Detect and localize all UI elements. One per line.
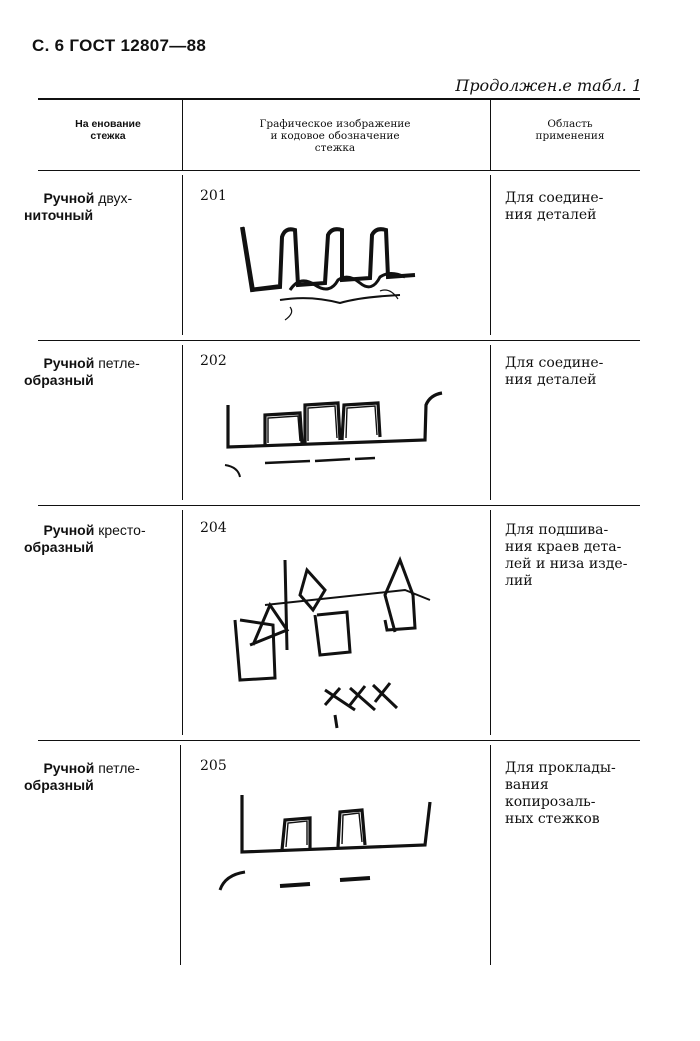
column-rule — [182, 345, 183, 500]
row-divider — [38, 740, 640, 741]
stitch-name-rest: петле- — [94, 355, 140, 371]
row-divider — [38, 505, 640, 506]
stitch-code: 201 — [200, 188, 227, 204]
column-rule — [182, 175, 183, 335]
stitch-name — [24, 355, 174, 389]
column-rule — [490, 345, 491, 500]
application-area: Для проклады- вания копирозаль- ных стежков — [505, 760, 616, 827]
stitch-name-rest: двух- — [94, 190, 133, 206]
stitch-name-bold: Ручной — [43, 190, 95, 206]
stitch-name-line2: образный — [24, 777, 94, 793]
stitch-204-diagram — [225, 550, 445, 730]
column-rule — [180, 745, 181, 965]
column-rule — [490, 510, 491, 735]
column-rule — [490, 175, 491, 335]
stitch-code: 202 — [200, 353, 227, 369]
stitch-name-bold: Ручной — [43, 760, 95, 776]
stitch-name-line2: ниточный — [24, 207, 94, 223]
header-application-area: Область применения — [535, 118, 605, 142]
stitch-name-bold: Ручной — [43, 355, 95, 371]
stitch-name-line2: образный — [24, 539, 94, 555]
application-area: Для соедине- ния деталей — [505, 190, 604, 223]
stitch-name-rest: кресто- — [94, 522, 146, 538]
application-area: Для соедине- ния деталей — [505, 355, 604, 388]
page-header: С. 6 ГОСТ 12807—88 — [32, 36, 207, 55]
stitch-name — [24, 760, 174, 794]
column-rule — [490, 745, 491, 965]
application-area: Для подшива- ния краев дета- лей и низа изде- лий — [505, 522, 628, 589]
stitch-201-diagram — [230, 215, 430, 330]
stitch-name — [24, 522, 174, 556]
column-rule — [490, 98, 491, 170]
header-bottom-rule — [38, 170, 640, 171]
column-rule — [182, 510, 183, 735]
header-stitch-name: На енование стежка — [75, 118, 141, 142]
stitch-name-line2: образный — [24, 372, 94, 388]
stitch-202-diagram — [220, 385, 460, 485]
stitch-205-diagram — [210, 790, 440, 910]
stitch-code: 205 — [200, 758, 227, 774]
column-rule — [182, 98, 183, 170]
stitch-code: 204 — [200, 520, 227, 536]
row-divider — [38, 340, 640, 341]
table-top-rule — [38, 98, 640, 100]
header-stitch-graphic: Графическое изображение и кодовое обозначение стежка — [259, 118, 411, 154]
stitch-name — [24, 190, 174, 224]
stitch-name-bold: Ручной — [43, 522, 95, 538]
stitch-name-rest: петле- — [94, 760, 140, 776]
table-continued-label: Продолжен.е табл. 1 — [455, 76, 642, 95]
